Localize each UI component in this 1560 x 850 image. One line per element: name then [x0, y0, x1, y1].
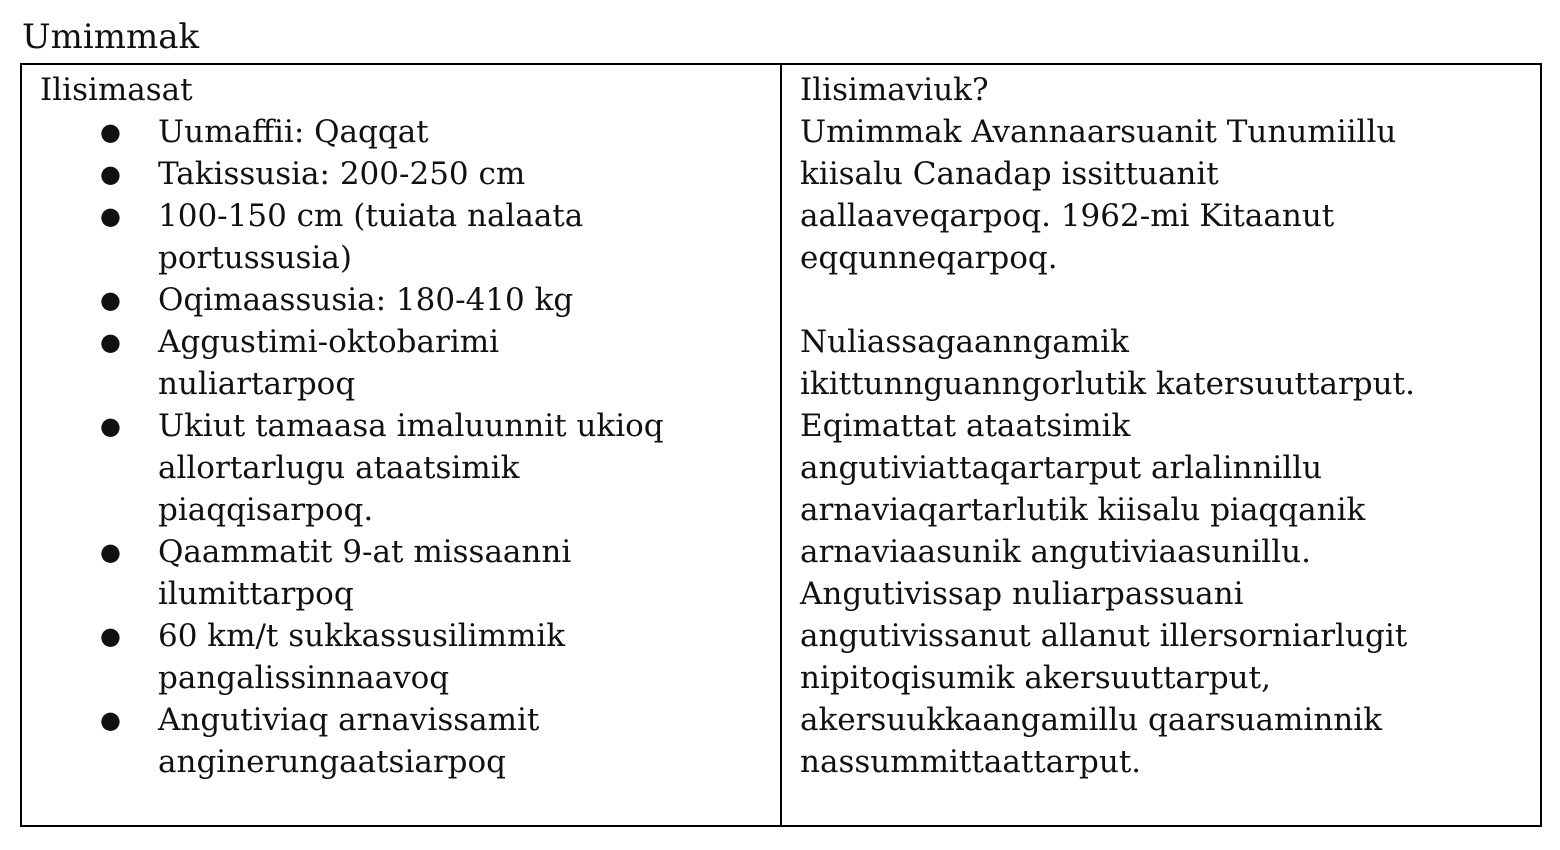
fact-text-line: Oqimaassusia: 180-410 kg — [158, 282, 574, 318]
paragraph-line: Nuliassagaanngamik — [800, 324, 1129, 360]
fact-item — [40, 195, 778, 279]
fact-text-line: Angutiviaq arnavissamit — [158, 702, 540, 738]
bullet-icon: ● — [100, 412, 121, 440]
paragraph-spacer — [800, 279, 1540, 321]
fact-item — [40, 699, 778, 783]
fact-text-line: 60 km/t sukkassusilimmik — [158, 618, 566, 654]
bullet-icon: ● — [100, 118, 121, 146]
fact-item — [40, 321, 778, 405]
did-you-know-heading: Ilisimaviuk? — [800, 72, 989, 108]
fact-item — [40, 405, 778, 531]
bullet-icon: ● — [100, 328, 121, 356]
info-table — [20, 63, 1542, 827]
paragraph-line: arnaviaasunik angutiviaasunillu. — [800, 534, 1311, 570]
paragraph-origin — [800, 111, 1540, 279]
fact-text-line: anginerungaatsiarpoq — [158, 744, 507, 780]
bullet-icon: ● — [100, 538, 121, 566]
fact-text-line: 100-150 cm (tuiata nalaata — [158, 198, 584, 234]
fact-item — [40, 111, 778, 153]
document-title: Umimmak — [22, 17, 200, 57]
did-you-know-cell — [782, 65, 1540, 825]
fact-item — [40, 153, 778, 195]
paragraph-line: nipitoqisumik akersuuttarput, — [800, 660, 1271, 696]
facts-cell — [22, 65, 782, 825]
fact-text-line: portussusia) — [158, 240, 352, 276]
paragraph-behaviour — [800, 321, 1540, 783]
fact-text-line: piaqqisarpoq. — [158, 492, 374, 528]
fact-text-line: pangalissinnaavoq — [158, 660, 450, 696]
paragraph-line: nassummittaattarput. — [800, 744, 1142, 780]
fact-item — [40, 531, 778, 615]
fact-text-line: Uumaffii: Qaqqat — [158, 114, 429, 150]
paragraph-line: kiisalu Canadap issittuanit — [800, 156, 1219, 192]
bullet-icon: ● — [100, 160, 121, 188]
fact-item — [40, 615, 778, 699]
paragraph-line: ikittunnguanngorlutik katersuuttarput. — [800, 366, 1415, 402]
paragraph-line: angutiviattaqartarput arlalinnillu — [800, 450, 1323, 486]
bullet-icon: ● — [100, 622, 121, 650]
paragraph-line: angutivissanut allanut illersorniarlugit — [800, 618, 1408, 654]
paragraph-line: Umimmak Avannaarsuanit Tunumiillu — [800, 114, 1397, 150]
bullet-icon: ● — [100, 706, 121, 734]
fact-text-line: Aggustimi-oktobarimi — [158, 324, 500, 360]
facts-list — [40, 111, 780, 783]
bullet-icon: ● — [100, 202, 121, 230]
bullet-icon: ● — [100, 286, 121, 314]
fact-text-line: ilumittarpoq — [158, 576, 354, 612]
paragraph-line: Eqimattat ataatsimik — [800, 408, 1131, 444]
paragraph-line: Angutivissap nuliarpassuani — [800, 576, 1244, 612]
fact-text-line: allortarlugu ataatsimik — [158, 450, 520, 486]
facts-heading: Ilisimasat — [40, 72, 193, 108]
fact-text-line: Qaammatit 9-at missaanni — [158, 534, 572, 570]
paragraph-line: eqqunneqarpoq. — [800, 240, 1058, 276]
fact-text-line: Ukiut tamaasa imaluunnit ukioq — [158, 408, 664, 444]
fact-text-line: Takissusia: 200-250 cm — [158, 156, 526, 192]
fact-text-line: nuliartarpoq — [158, 366, 356, 402]
paragraph-line: arnaviaqartarlutik kiisalu piaqqanik — [800, 492, 1366, 528]
fact-item — [40, 279, 778, 321]
paragraph-line: akersuukkaangamillu qaarsuaminnik — [800, 702, 1382, 738]
paragraph-line: aallaaveqarpoq. 1962-mi Kitaanut — [800, 198, 1335, 234]
